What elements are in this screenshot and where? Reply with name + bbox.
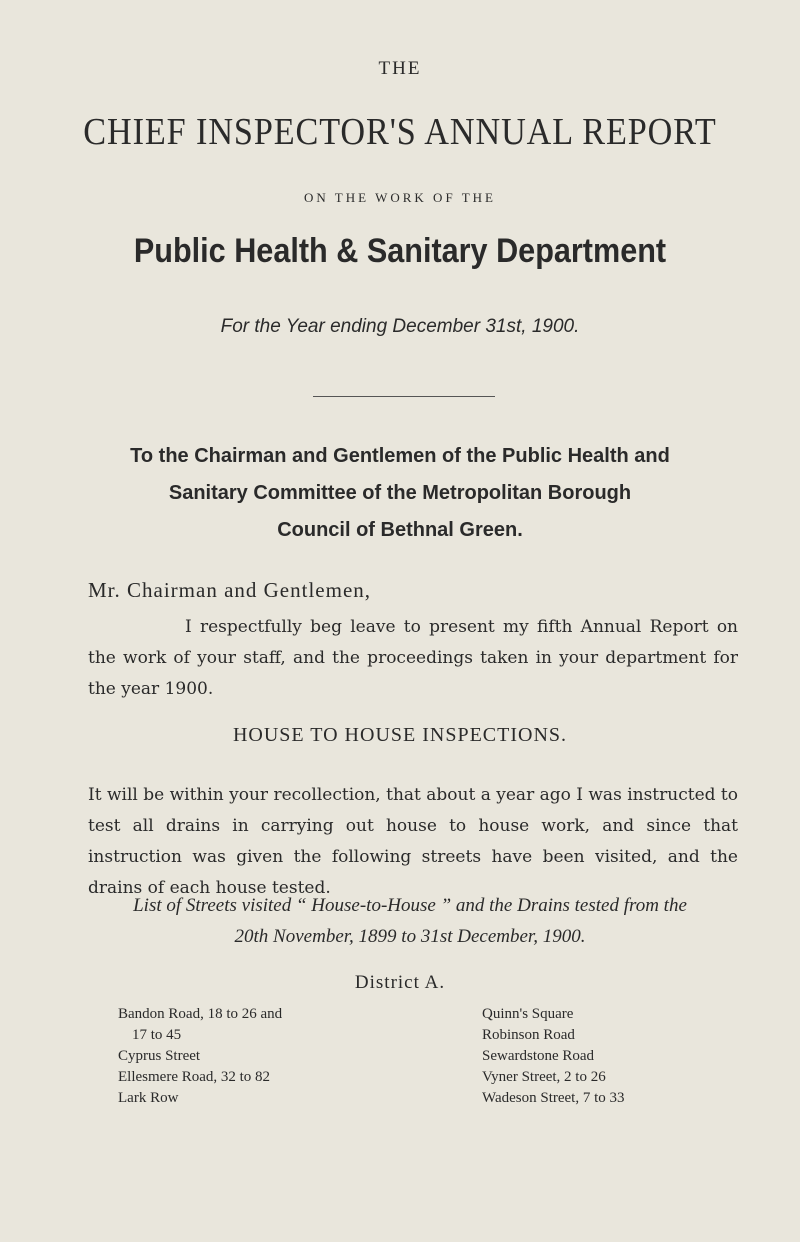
inspection-paragraph: It will be within your recollection, that about a year ago I was instructed to test all drains in carrying out house to house work, and since that instruction was given the following streets have been visited, and the drains of each house tested. bbox=[88, 785, 738, 898]
street-item: Bandon Road, 18 to 26 and bbox=[118, 1006, 283, 1022]
street-item: Vyner Street, 2 to 26 bbox=[482, 1069, 606, 1085]
street-item: 17 to 45 bbox=[132, 1027, 182, 1043]
district-heading: District A. bbox=[354, 972, 446, 993]
streets-left-column bbox=[118, 1004, 408, 1109]
street-item: Cyprus Street bbox=[118, 1048, 201, 1064]
street-item: Lark Row bbox=[118, 1090, 179, 1106]
list-caption-line: List of Streets visited “ House-to-House ” and the Drains tested from the bbox=[133, 895, 687, 916]
department-title: Public Health & Sanitary Department bbox=[133, 232, 667, 270]
address-line: To the Chairman and Gentlemen of the Public Health and bbox=[130, 445, 670, 467]
report-title: CHIEF INSPECTOR'S ANNUAL REPORT bbox=[83, 111, 717, 153]
salutation: Mr. Chairman and Gentlemen, bbox=[88, 578, 372, 602]
streets-right-column bbox=[482, 1004, 762, 1109]
street-item: Ellesmere Road, 32 to 82 bbox=[118, 1069, 271, 1085]
street-item: Robinson Road bbox=[482, 1027, 575, 1043]
intro-paragraph: I respectfully beg leave to present my fifth Annual Report on the work of your staff, and the proceedings taken in your department for the year 1900. bbox=[88, 617, 738, 699]
street-item: Wadeson Street, 7 to 33 bbox=[482, 1090, 625, 1106]
address-line: Council of Bethnal Green. bbox=[277, 519, 523, 541]
address-block bbox=[40, 438, 760, 549]
list-caption bbox=[60, 890, 760, 952]
street-item: Quinn's Square bbox=[482, 1006, 574, 1022]
address-line: Sanitary Committee of the Metropolitan Borough bbox=[168, 482, 632, 504]
report-year: For the Year ending December 31st, 1900. bbox=[220, 316, 580, 337]
section-heading: HOUSE TO HOUSE INSPECTIONS. bbox=[232, 724, 568, 746]
divider-rule bbox=[313, 396, 495, 397]
header-the: THE bbox=[378, 58, 422, 79]
header-on-work: ON THE WORK OF THE bbox=[304, 190, 496, 205]
list-caption-line: 20th November, 1899 to 31st December, 1900. bbox=[234, 926, 586, 947]
street-item: Sewardstone Road bbox=[482, 1048, 595, 1064]
